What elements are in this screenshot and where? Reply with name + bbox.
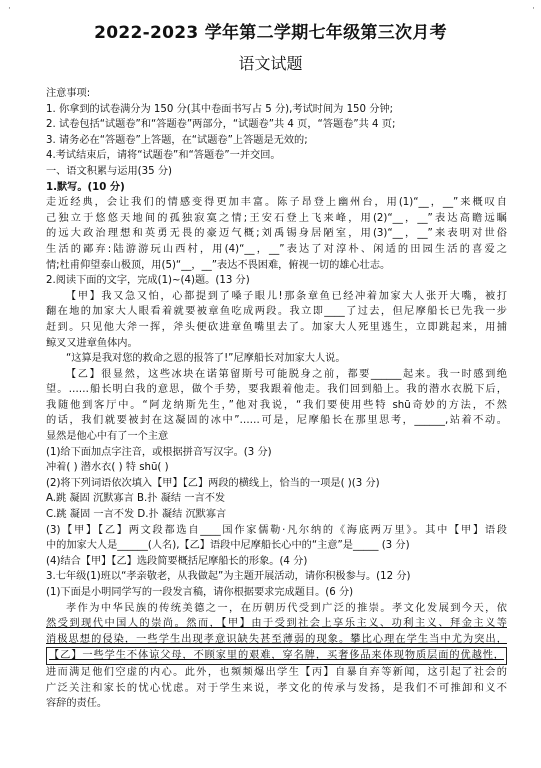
- text-line: 【乙】一些学生不体谅父母，不顾家里的艰难，穿名牌，买奢侈品来体现物质层面的优越性，: [46, 647, 507, 665]
- text-line: 翻在地的加家大人眼看着就要被章鱼吃成两段。我立即____了过去，但尼摩船长已先我一步: [46, 306, 507, 318]
- text-line: 孝作为中华民族的传统美德之一，在历朝历代受到广泛的推崇。孝文化发展到今天，依: [66, 602, 507, 614]
- text-line: 2. 试卷包括“试题卷”和“答题卷”两部分，“试题卷”共 4 页，“答题卷”共 4 页;: [46, 119, 396, 131]
- text-line: 鲸叉又进章鱼体内。: [46, 337, 138, 349]
- text-line: 情;杜甫仰望泰山极顶，用(5)“__，__”表达不畏困难，俯视一切的雄心壮志。: [46, 259, 391, 271]
- text-line: 3.七年级(1)班以“孝亲敬老，从我做起”为主题开展活动，请你积极参与。(12 分): [46, 571, 411, 583]
- text-line: 注意事项:: [46, 88, 91, 99]
- text-line: (1)下面是小明同学写的一段发言稿，请你根据要求完成题目。(6 分): [46, 587, 354, 598]
- text-line: 的话，我们就要被封在这凝固的冰中”……可是，尼摩船长在那里思考，______,站着不动。: [46, 415, 507, 427]
- text-line: A.跳 凝固 沉默寡言 B.扑 凝结 一言不发: [46, 493, 226, 505]
- text-line: 容辞的责任。: [46, 698, 108, 710]
- text-line: 走近经典，会让我们的情感变得更加丰富。陈子昂登上幽州台，用(1)“__，__”来概叹自: [46, 197, 507, 209]
- text-line: 【甲】我又急又怕，心都提到了嗓子眼儿!那条章鱼已经冲着加家大人张开大嘴，被打: [66, 290, 507, 302]
- exam-body: [46, 86, 507, 712]
- text-line: 中的加家大人是______(人名),【乙】语段中尼摩船长心中的“主意”是_____ (3 分): [46, 540, 410, 552]
- text-line: 广泛关注和家长的忧心忧虑。对于学生来说，孝文化的传承与发扬，是我们不可推卸和义不: [46, 682, 507, 694]
- text-line: C.跳 凝固 一言不发 D.扑 凝结 沉默寡言: [46, 509, 227, 521]
- text-line: 进而满足他们空虚的内心。此外，也频频爆出学生【丙】自暴自弃等新闻，这引起了社会的: [46, 666, 507, 678]
- text-line: 1.默写。(10 分): [46, 181, 125, 193]
- exam-subtitle: 语文试题: [238, 54, 303, 73]
- exam-title: 2022-2023 学年第二学期七年级第三次月考: [94, 23, 447, 43]
- text-line: 【乙】很显然，这些冰块在诺第留斯号可能脱身之前，都要______起来。我一时感到绝: [66, 368, 507, 380]
- text-line: (1)给下面加点字注音，或根据拼音写汉字。(3 分): [46, 446, 272, 458]
- text-line: 赶到。只见他大斧一挥，斧头便砍进章鱼嘴里去了。加家大人死里逃生，立即跳起来，用捕: [46, 321, 507, 333]
- text-line: 3. 请务必在“答题卷”上答题，在“试题卷”上答题是无效的;: [46, 134, 308, 146]
- text-line: 然受到现代中国人的崇尚。然而，【甲】由于受到社会上享乐主义、功利主义、拜金主义等: [46, 618, 507, 630]
- text-line: 望。……船长明白我的意思，做个手势，要我跟着他走。我们回到船上。我的潜水衣脱下后，: [46, 384, 507, 396]
- corner-mark-right: ·: [532, 4, 535, 14]
- text-line: “这算是我对您的救命之恩的报答了!”尼摩船长对加家大人说。: [66, 353, 346, 365]
- text-line: 4.考试结束后，请将“试题卷”和“答题卷”一并交回。: [46, 150, 281, 162]
- text-line: (3)【甲】【乙】两文段都选自____国作家儒勒·凡尔纳的《海底两万里》。其中【甲】语段: [46, 524, 507, 536]
- text-line: 生活的鄙弃:陆游游玩山西村，用(4)“__，__”表达了对淳朴、闲适的田园生活的喜爱之: [46, 243, 507, 255]
- corner-mark-left: ·: [8, 4, 11, 14]
- text-line: 2.阅读下面的文字，完成(1)~(4)题。(13 分): [46, 275, 250, 287]
- text-line: 我随他到客厅中。“阿龙纳斯先生，”他对我说，“我们要使用些特 shū奇妙的方法，不然: [46, 399, 507, 411]
- text-line: 己独立于悠悠天地间的孤独寂寞之情;王安石登上飞来峰，用(2)“__，__”表达高瞻远瞩: [46, 212, 507, 224]
- text-line: (2)将下列词语依次填入【甲】【乙】两段的横线上，恰当的一项是( )(3 分): [46, 477, 380, 489]
- text-line: (4)结合【甲】【乙】选段简要概括尼摩船长的形象。(4 分): [46, 555, 308, 567]
- text-line: 1. 你拿到的试卷满分为 150 分(其中卷面书写占 5 分),考试时间为 150 分钟;: [46, 103, 394, 115]
- text-line: 消极思想的侵染，一些学生出现孝意识缺失甚至薄弱的现象。攀比心理在学生当中尤为突出，: [46, 633, 507, 645]
- text-line: 一、语文积累与运用(35 分): [46, 165, 173, 177]
- text-line: 的远大政治理想和英勇无畏的豪迈气概;刘禹锡身居陋室，用(3)“__，__”来表明对世俗: [46, 228, 507, 240]
- text-line: 冲着( ) 潜水衣( ) 特 shū( ): [46, 462, 169, 474]
- text-line: 显然是他心中有了一个主意: [46, 431, 169, 443]
